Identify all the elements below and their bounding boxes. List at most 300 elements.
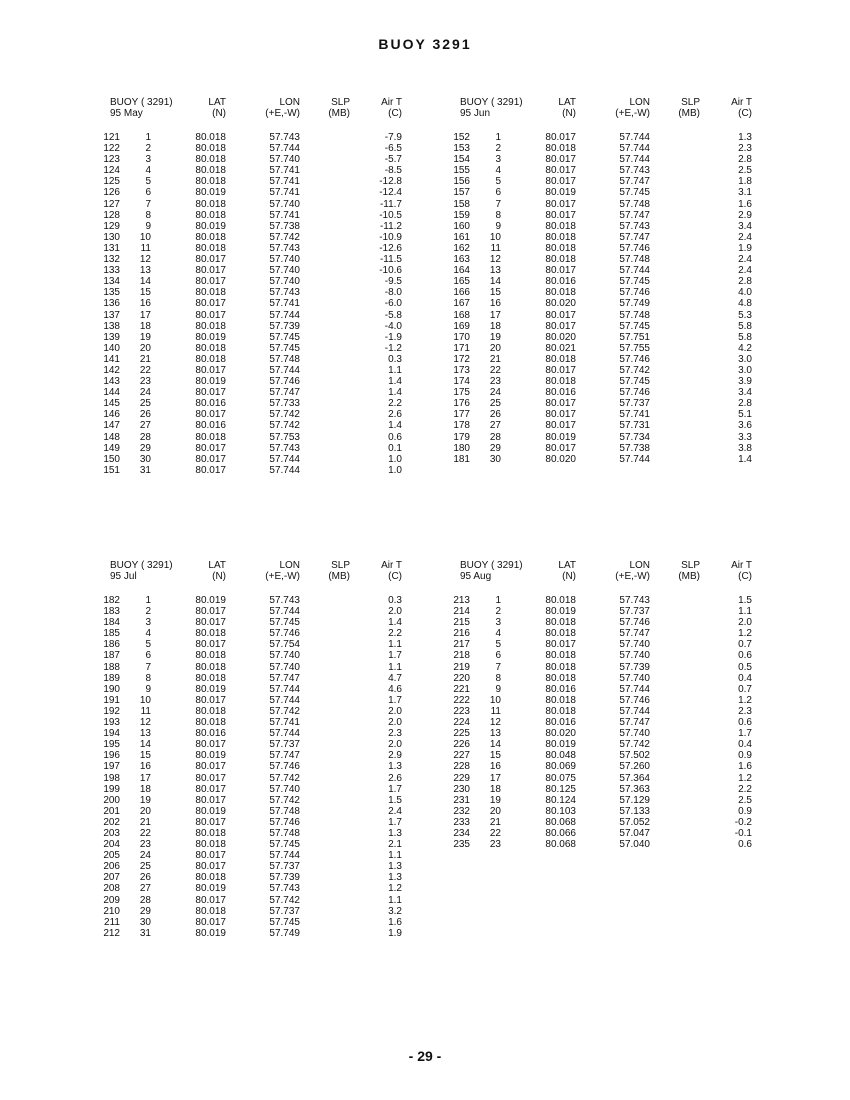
air-temp-value: 1.1: [388, 661, 402, 673]
lon-value: 57.742: [269, 794, 300, 806]
lon-value: 57.744: [269, 464, 300, 476]
lat-value: 80.018: [195, 242, 226, 254]
day-of-month: 11: [140, 705, 151, 717]
day-of-year: 195: [103, 739, 120, 751]
day-of-month: 10: [139, 694, 151, 706]
table-row: [448, 662, 808, 673]
day-of-month: 25: [139, 861, 151, 873]
day-of-month: 3: [495, 154, 501, 166]
day-of-year: 159: [453, 209, 470, 221]
table-row: [448, 806, 808, 817]
lat-value: 80.017: [195, 894, 226, 906]
table-row: [98, 917, 458, 928]
table-row: [98, 717, 458, 728]
lon-value: 57.047: [619, 827, 650, 839]
table-row: [98, 332, 458, 343]
day-of-month: 16: [489, 298, 501, 310]
lat-value: 80.016: [195, 728, 226, 740]
air-temp-value: 0.4: [738, 739, 752, 751]
day-of-month: 27: [489, 420, 501, 432]
day-of-year: 166: [453, 287, 470, 299]
day-of-month: 23: [139, 376, 151, 388]
lon-value: 57.746: [619, 387, 650, 399]
header-slp: SLP: [681, 97, 700, 108]
day-of-month: 17: [489, 772, 501, 784]
lat-value: 80.017: [195, 265, 226, 277]
table-row: [448, 221, 808, 232]
lat-value: 80.017: [545, 364, 576, 376]
lat-value: 80.017: [195, 783, 226, 795]
lon-value: 57.746: [269, 761, 300, 773]
air-temp-value: 3.9: [738, 376, 752, 388]
day-of-month: 21: [139, 353, 151, 365]
day-of-month: 10: [489, 694, 501, 706]
lon-value: 57.742: [269, 705, 300, 717]
lat-value: 80.016: [545, 387, 576, 399]
table-row: [448, 650, 808, 661]
lon-value: 57.129: [619, 794, 650, 806]
day-of-year: 225: [453, 728, 470, 740]
day-of-year: 153: [453, 143, 470, 155]
air-temp-value: -5.8: [384, 309, 402, 321]
lat-value: 80.019: [545, 606, 576, 618]
day-of-month: 8: [495, 209, 501, 221]
day-of-year: 210: [103, 905, 120, 917]
lat-value: 80.017: [195, 254, 226, 266]
air-temp-value: 0.6: [738, 650, 752, 662]
lon-value: 57.742: [269, 894, 300, 906]
day-of-year: 217: [453, 639, 470, 651]
day-of-month: 31: [139, 464, 151, 476]
table-row: [448, 706, 808, 717]
table-header: [98, 560, 458, 582]
lon-value: 57.742: [269, 420, 300, 432]
lon-value: 57.747: [619, 209, 650, 221]
table-row: [98, 409, 458, 420]
lon-value: 57.746: [619, 694, 650, 706]
lon-value: 57.748: [619, 254, 650, 266]
air-temp-value: 2.8: [738, 398, 752, 410]
day-of-month: 3: [145, 154, 151, 166]
lon-value: 57.744: [619, 453, 650, 465]
day-of-year: 230: [453, 783, 470, 795]
air-temp-value: -12.4: [379, 187, 402, 199]
air-temp-value: 1.2: [738, 772, 752, 784]
lon-value: 57.746: [619, 287, 650, 299]
header-lon: LON: [279, 560, 300, 571]
table-row: [448, 750, 808, 761]
lon-value: 57.747: [619, 231, 650, 243]
day-of-year: 186: [103, 639, 120, 651]
air-temp-value: 2.4: [738, 265, 752, 277]
lat-value: 80.068: [545, 839, 576, 851]
air-temp-value: 2.3: [388, 728, 402, 740]
air-temp-value: 5.1: [738, 409, 752, 421]
air-temp-value: 2.4: [738, 231, 752, 243]
table-row: [98, 861, 458, 872]
lon-value: 57.737: [269, 861, 300, 873]
lon-value: 57.745: [269, 331, 300, 343]
air-temp-value: 2.3: [738, 705, 752, 717]
day-of-month: 15: [489, 287, 501, 299]
table-row: [98, 828, 458, 839]
day-of-year: 197: [103, 761, 120, 773]
lat-value: 80.017: [195, 739, 226, 751]
day-of-month: 9: [145, 683, 151, 695]
header-lat-unit: (N): [212, 108, 226, 119]
table-row: [448, 376, 808, 387]
air-temp-value: -0.2: [734, 816, 752, 828]
day-of-year: 137: [103, 309, 120, 321]
header-air-unit: (C): [738, 571, 752, 582]
lat-value: 80.016: [545, 683, 576, 695]
day-of-year: 193: [103, 717, 120, 729]
lat-value: 80.017: [545, 209, 576, 221]
day-of-month: 20: [489, 342, 501, 354]
table-header: [448, 97, 808, 119]
table-row: [448, 817, 808, 828]
day-of-year: 176: [453, 398, 470, 410]
table-row: [98, 287, 458, 298]
header-month: 95 May: [110, 108, 143, 119]
lat-value: 80.018: [545, 705, 576, 717]
lon-value: 57.747: [269, 750, 300, 762]
day-of-year: 194: [103, 728, 120, 740]
data-block-aug: [448, 560, 808, 850]
day-of-month: 23: [489, 376, 501, 388]
day-of-month: 2: [145, 143, 151, 155]
table-row: [98, 639, 458, 650]
table-row: [98, 673, 458, 684]
air-temp-value: 1.8: [738, 176, 752, 188]
data-block-jul: [98, 560, 458, 939]
air-temp-value: 1.0: [388, 464, 402, 476]
lon-value: 57.744: [269, 850, 300, 862]
lat-value: 80.018: [195, 320, 226, 332]
day-of-month: 24: [139, 850, 151, 862]
day-of-month: 14: [489, 276, 501, 288]
day-of-month: 29: [489, 442, 501, 454]
lon-value: 57.737: [269, 739, 300, 751]
day-of-year: 172: [453, 353, 470, 365]
lon-value: 57.747: [619, 176, 650, 188]
day-of-month: 30: [139, 453, 151, 465]
day-of-year: 214: [453, 606, 470, 618]
lon-value: 57.743: [619, 220, 650, 232]
air-temp-value: 2.2: [388, 398, 402, 410]
air-temp-value: 2.0: [388, 606, 402, 618]
header-lat-unit: (N): [562, 571, 576, 582]
lon-value: 57.747: [619, 717, 650, 729]
day-of-month: 27: [139, 420, 151, 432]
table-body: [448, 132, 808, 465]
day-of-year: 221: [453, 683, 470, 695]
data-block-may: [98, 97, 458, 476]
day-of-year: 158: [453, 198, 470, 210]
table-row: [448, 154, 808, 165]
day-of-month: 20: [139, 805, 151, 817]
day-of-month: 6: [495, 650, 501, 662]
header-slp-unit: (MB): [328, 108, 350, 119]
header-lat: LAT: [208, 560, 226, 571]
day-of-month: 3: [145, 617, 151, 629]
lon-value: 57.742: [269, 231, 300, 243]
header-lat: LAT: [558, 560, 576, 571]
air-temp-value: 0.6: [738, 839, 752, 851]
lon-value: 57.754: [269, 639, 300, 651]
table-row: [98, 684, 458, 695]
air-temp-value: 1.7: [388, 816, 402, 828]
air-temp-value: 0.3: [388, 353, 402, 365]
day-of-year: 178: [453, 420, 470, 432]
air-temp-value: 3.0: [738, 364, 752, 376]
day-of-year: 134: [103, 276, 120, 288]
day-of-month: 4: [495, 628, 501, 640]
day-of-year: 177: [453, 409, 470, 421]
table-row: [98, 276, 458, 287]
lat-value: 80.017: [195, 761, 226, 773]
day-of-year: 233: [453, 816, 470, 828]
air-temp-value: 1.7: [388, 783, 402, 795]
lon-value: 57.753: [269, 431, 300, 443]
table-row: [98, 883, 458, 894]
day-of-month: 17: [139, 309, 151, 321]
header-lat: LAT: [208, 97, 226, 108]
air-temp-value: 3.1: [738, 187, 752, 199]
day-of-year: 201: [103, 805, 120, 817]
day-of-month: 28: [139, 894, 151, 906]
table-row: [98, 739, 458, 750]
air-temp-value: 0.3: [388, 595, 402, 606]
air-temp-value: 1.1: [388, 364, 402, 376]
table-row: [448, 354, 808, 365]
day-of-year: 163: [453, 254, 470, 266]
lat-value: 80.017: [195, 409, 226, 421]
lon-value: 57.744: [269, 309, 300, 321]
lat-value: 80.018: [545, 353, 576, 365]
header-lat-unit: (N): [212, 571, 226, 582]
air-temp-value: 2.0: [388, 717, 402, 729]
lat-value: 80.018: [545, 254, 576, 266]
table-row: [98, 454, 458, 465]
day-of-month: 21: [139, 816, 151, 828]
lat-value: 80.019: [195, 883, 226, 895]
air-temp-value: -0.1: [734, 827, 752, 839]
lon-value: 57.740: [619, 650, 650, 662]
air-temp-value: 3.0: [738, 353, 752, 365]
air-temp-value: -8.5: [384, 165, 402, 177]
day-of-month: 23: [489, 839, 501, 851]
air-temp-value: 2.4: [738, 254, 752, 266]
air-temp-value: -4.0: [384, 320, 402, 332]
day-of-month: 2: [145, 606, 151, 618]
day-of-month: 11: [490, 705, 501, 717]
table-row: [448, 332, 808, 343]
day-of-year: 181: [453, 453, 470, 465]
lon-value: 57.740: [269, 276, 300, 288]
table-row: [98, 298, 458, 309]
lat-value: 80.017: [545, 165, 576, 177]
air-temp-value: 1.3: [738, 132, 752, 143]
lon-value: 57.745: [269, 617, 300, 629]
air-temp-value: 2.0: [738, 617, 752, 629]
air-temp-value: 1.6: [738, 761, 752, 773]
lat-value: 80.018: [195, 872, 226, 884]
header-buoy: BUOY ( 3291): [110, 560, 173, 571]
lon-value: 57.745: [619, 376, 650, 388]
lat-value: 80.019: [195, 683, 226, 695]
air-temp-value: 2.8: [738, 276, 752, 288]
day-of-year: 182: [103, 595, 120, 606]
lon-value: 57.744: [269, 364, 300, 376]
air-temp-value: 1.1: [738, 606, 752, 618]
day-of-month: 7: [145, 661, 151, 673]
day-of-year: 133: [103, 265, 120, 277]
air-temp-value: -9.5: [384, 276, 402, 288]
air-temp-value: 0.4: [738, 672, 752, 684]
day-of-year: 154: [453, 154, 470, 166]
day-of-month: 13: [489, 265, 501, 277]
lon-value: 57.740: [619, 672, 650, 684]
lon-value: 57.746: [269, 816, 300, 828]
lon-value: 57.740: [269, 154, 300, 166]
day-of-year: 205: [103, 850, 120, 862]
day-of-month: 16: [139, 761, 151, 773]
day-of-year: 145: [103, 398, 120, 410]
table-row: [448, 298, 808, 309]
lat-value: 80.019: [195, 805, 226, 817]
lat-value: 80.018: [195, 287, 226, 299]
page-title: BUOY 3291: [378, 36, 472, 52]
lat-value: 80.018: [545, 595, 576, 606]
table-row: [448, 784, 808, 795]
lat-value: 80.018: [195, 650, 226, 662]
lon-value: 57.742: [269, 772, 300, 784]
air-temp-value: -1.9: [384, 331, 402, 343]
table-row: [98, 221, 458, 232]
header-air: Air T: [381, 97, 402, 108]
lat-value: 80.016: [545, 276, 576, 288]
lat-value: 80.019: [195, 331, 226, 343]
air-temp-value: 1.0: [388, 453, 402, 465]
day-of-year: 171: [453, 342, 470, 354]
table-row: [98, 850, 458, 861]
table-row: [448, 365, 808, 376]
lat-value: 80.018: [545, 694, 576, 706]
table-row: [98, 387, 458, 398]
air-temp-value: 1.3: [388, 761, 402, 773]
day-of-month: 29: [139, 905, 151, 917]
table-row: [448, 265, 808, 276]
lat-value: 80.017: [195, 442, 226, 454]
day-of-year: 206: [103, 861, 120, 873]
air-temp-value: -10.5: [379, 209, 402, 221]
table-row: [98, 650, 458, 661]
day-of-year: 161: [453, 231, 470, 243]
lon-value: 57.740: [269, 661, 300, 673]
data-block-jun: [448, 97, 808, 465]
table-row: [98, 265, 458, 276]
lat-value: 80.017: [195, 276, 226, 288]
day-of-month: 13: [139, 728, 151, 740]
lon-value: 57.751: [619, 331, 650, 343]
lat-value: 80.017: [545, 420, 576, 432]
table-row: [98, 795, 458, 806]
day-of-month: 31: [139, 927, 151, 939]
table-row: [98, 872, 458, 883]
table-row: [98, 210, 458, 221]
day-of-month: 12: [489, 717, 501, 729]
table-row: [448, 761, 808, 772]
table-header: [98, 97, 458, 119]
lat-value: 80.016: [545, 717, 576, 729]
air-temp-value: 1.7: [388, 694, 402, 706]
day-of-month: 21: [489, 353, 501, 365]
air-temp-value: 1.4: [738, 453, 752, 465]
day-of-month: 14: [139, 276, 151, 288]
day-of-month: 7: [145, 198, 151, 210]
day-of-year: 189: [103, 672, 120, 684]
header-slp-unit: (MB): [678, 571, 700, 582]
day-of-month: 28: [139, 431, 151, 443]
lat-value: 80.019: [195, 595, 226, 606]
day-of-year: 187: [103, 650, 120, 662]
day-of-year: 200: [103, 794, 120, 806]
day-of-month: 18: [139, 783, 151, 795]
air-temp-value: 2.9: [388, 750, 402, 762]
lon-value: 57.749: [269, 927, 300, 939]
table-row: [448, 673, 808, 684]
air-temp-value: 1.3: [388, 872, 402, 884]
lon-value: 57.747: [269, 387, 300, 399]
lat-value: 80.017: [195, 298, 226, 310]
day-of-month: 4: [495, 165, 501, 177]
day-of-month: 15: [139, 750, 151, 762]
day-of-year: 223: [453, 705, 470, 717]
air-temp-value: 1.5: [738, 595, 752, 606]
table-row: [98, 376, 458, 387]
lat-value: 80.018: [545, 376, 576, 388]
lon-value: 57.260: [619, 761, 650, 773]
lon-value: 57.733: [269, 398, 300, 410]
lat-value: 80.018: [545, 242, 576, 254]
air-temp-value: 2.9: [738, 209, 752, 221]
table-body: [98, 595, 458, 939]
day-of-month: 22: [489, 364, 501, 376]
lon-value: 57.746: [269, 628, 300, 640]
table-row: [98, 784, 458, 795]
lon-value: 57.742: [269, 409, 300, 421]
air-temp-value: 1.4: [388, 420, 402, 432]
lon-value: 57.740: [269, 265, 300, 277]
table-row: [98, 398, 458, 409]
day-of-month: 22: [139, 364, 151, 376]
table-row: [448, 132, 808, 143]
lat-value: 80.020: [545, 453, 576, 465]
lat-value: 80.018: [545, 143, 576, 155]
day-of-year: 162: [453, 242, 470, 254]
day-of-year: 152: [453, 132, 470, 143]
lon-value: 57.744: [269, 728, 300, 740]
table-row: [98, 706, 458, 717]
day-of-year: 124: [103, 165, 120, 177]
lat-value: 80.018: [195, 827, 226, 839]
air-temp-value: 2.6: [388, 772, 402, 784]
lat-value: 80.018: [195, 132, 226, 143]
lon-value: 57.740: [269, 198, 300, 210]
day-of-month: 3: [495, 617, 501, 629]
air-temp-value: 1.5: [388, 794, 402, 806]
